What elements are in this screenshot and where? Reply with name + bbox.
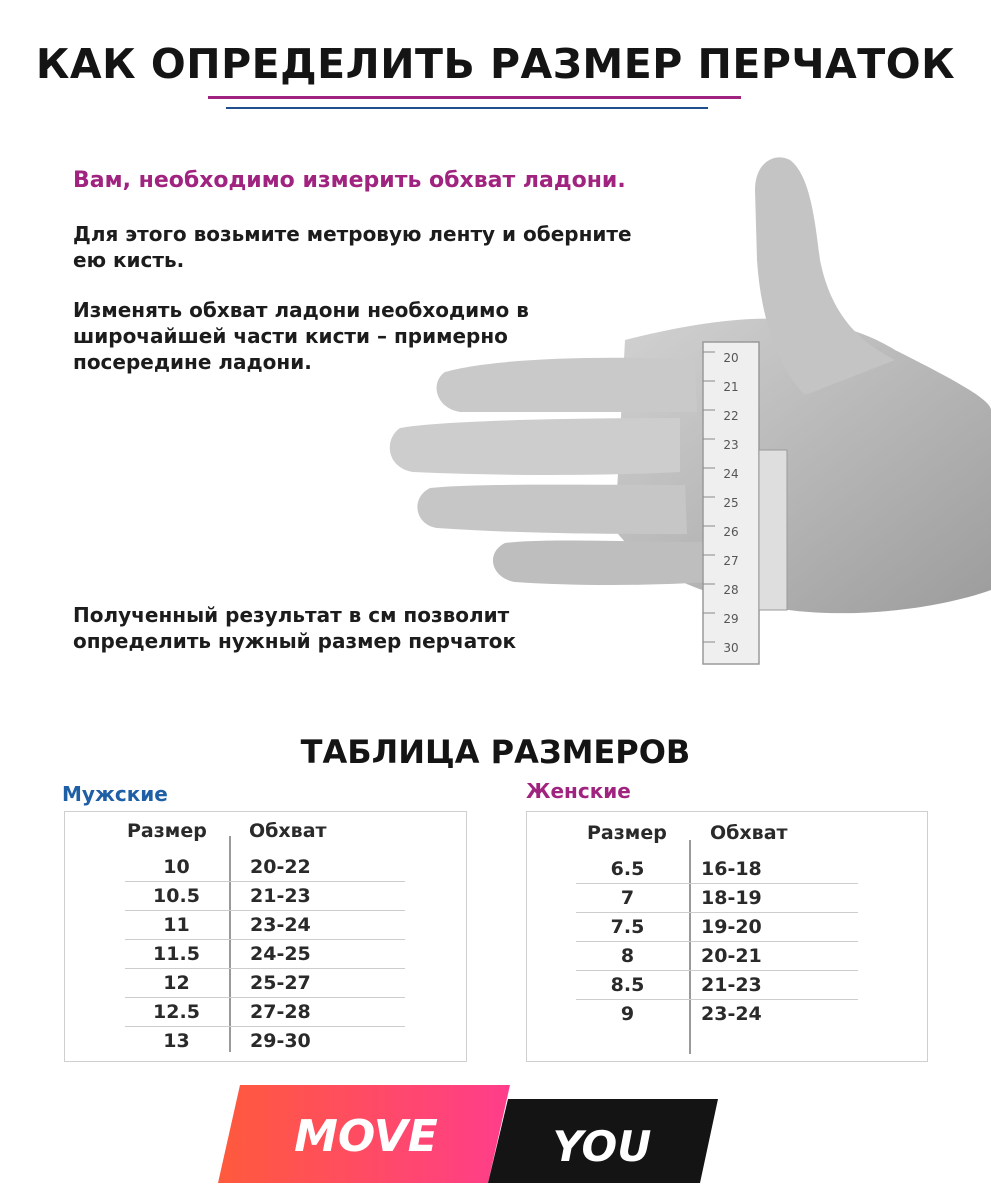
table-row <box>125 852 311 881</box>
intro-paragraph-2: Изменять обхват ладони необходимо в широчайшей части кисти – примерно посередине ладони. <box>73 298 529 374</box>
girth-cell: 27-28 <box>250 1000 311 1023</box>
intro-paragraph-1: Для этого возьмите метровую ленту и оберните ею кисть. <box>73 222 632 272</box>
table-row <box>576 912 762 941</box>
women-header-girth: Обхват <box>710 822 788 844</box>
table-row <box>576 883 762 912</box>
tape-mark-label: 26 <box>723 525 739 539</box>
men-category-label: Мужские <box>62 782 168 806</box>
size-cell: 9 <box>620 1002 635 1025</box>
finger-little <box>493 540 710 585</box>
logo-word-move: MOVE <box>294 1111 438 1162</box>
hand-measuring-illustration <box>375 150 991 670</box>
tape-mark-label: 30 <box>723 641 739 655</box>
girth-cell: 21-23 <box>250 884 311 907</box>
women-header-size: Размер <box>587 822 667 844</box>
size-cell: 7 <box>620 886 635 909</box>
women-category-label: Женские <box>526 779 631 803</box>
girth-cell: 23-24 <box>250 913 311 936</box>
size-cell: 8 <box>620 944 635 967</box>
size-cell: 12 <box>163 971 190 994</box>
table-row <box>576 999 762 1028</box>
girth-cell: 19-20 <box>701 915 762 938</box>
table-row <box>125 881 311 910</box>
title-underline-blue <box>226 107 708 109</box>
size-cell: 10 <box>163 855 190 878</box>
table-row <box>125 968 311 997</box>
men-header-girth: Обхват <box>249 820 327 842</box>
sizes-table-title: ТАБЛИЦА РАЗМЕРОВ <box>300 733 691 771</box>
table-row <box>576 854 762 883</box>
men-size-table <box>64 811 467 1062</box>
size-cell: 6.5 <box>610 857 645 880</box>
girth-cell: 25-27 <box>250 971 311 994</box>
tape-clip <box>759 450 787 610</box>
size-cell: 13 <box>163 1029 190 1052</box>
girth-cell: 20-21 <box>701 944 762 967</box>
logo-word-you: YOU <box>552 1122 652 1171</box>
title-underline-magenta <box>208 96 741 99</box>
size-cell: 8.5 <box>610 973 645 996</box>
size-cell: 10.5 <box>153 884 200 907</box>
tape-mark-label: 23 <box>723 438 739 452</box>
girth-cell: 16-18 <box>701 857 762 880</box>
table-row <box>576 970 762 999</box>
table-row <box>125 1026 311 1055</box>
girth-cell: 21-23 <box>701 973 762 996</box>
intro-lead: Вам, необходимо измерить обхват ладони. <box>73 168 626 193</box>
intro-paragraph-3: Полученный результат в см позволит определить нужный размер перчаток <box>73 603 517 653</box>
tape-mark-label: 28 <box>723 583 739 597</box>
tape-mark-label: 22 <box>723 409 739 423</box>
page-title: КАК ОПРЕДЕЛИТЬ РАЗМЕР ПЕРЧАТОК <box>35 40 956 88</box>
brand-logo <box>218 1085 720 1185</box>
girth-cell: 18-19 <box>701 886 762 909</box>
tape-mark-label: 20 <box>723 351 739 365</box>
finger-ring <box>417 485 687 534</box>
tape-mark-label: 27 <box>723 554 739 568</box>
tape-mark-label: 21 <box>723 380 739 394</box>
size-cell: 7.5 <box>610 915 645 938</box>
girth-cell: 29-30 <box>250 1029 311 1052</box>
tape-mark-label: 29 <box>723 612 739 626</box>
table-row <box>576 941 762 970</box>
tape-mark-label: 24 <box>723 467 739 481</box>
tape-mark-label: 25 <box>723 496 739 510</box>
girth-cell: 24-25 <box>250 942 311 965</box>
size-cell: 11 <box>163 913 190 936</box>
finger-middle <box>390 418 680 475</box>
size-cell: 11.5 <box>153 942 200 965</box>
girth-cell: 20-22 <box>250 855 311 878</box>
finger-index <box>437 358 697 412</box>
table-row <box>125 939 311 968</box>
girth-cell: 23-24 <box>701 1002 762 1025</box>
size-cell: 12.5 <box>153 1000 200 1023</box>
men-header-size: Размер <box>127 820 207 842</box>
table-row <box>125 997 311 1026</box>
women-size-table <box>526 811 928 1062</box>
table-row <box>125 910 311 939</box>
